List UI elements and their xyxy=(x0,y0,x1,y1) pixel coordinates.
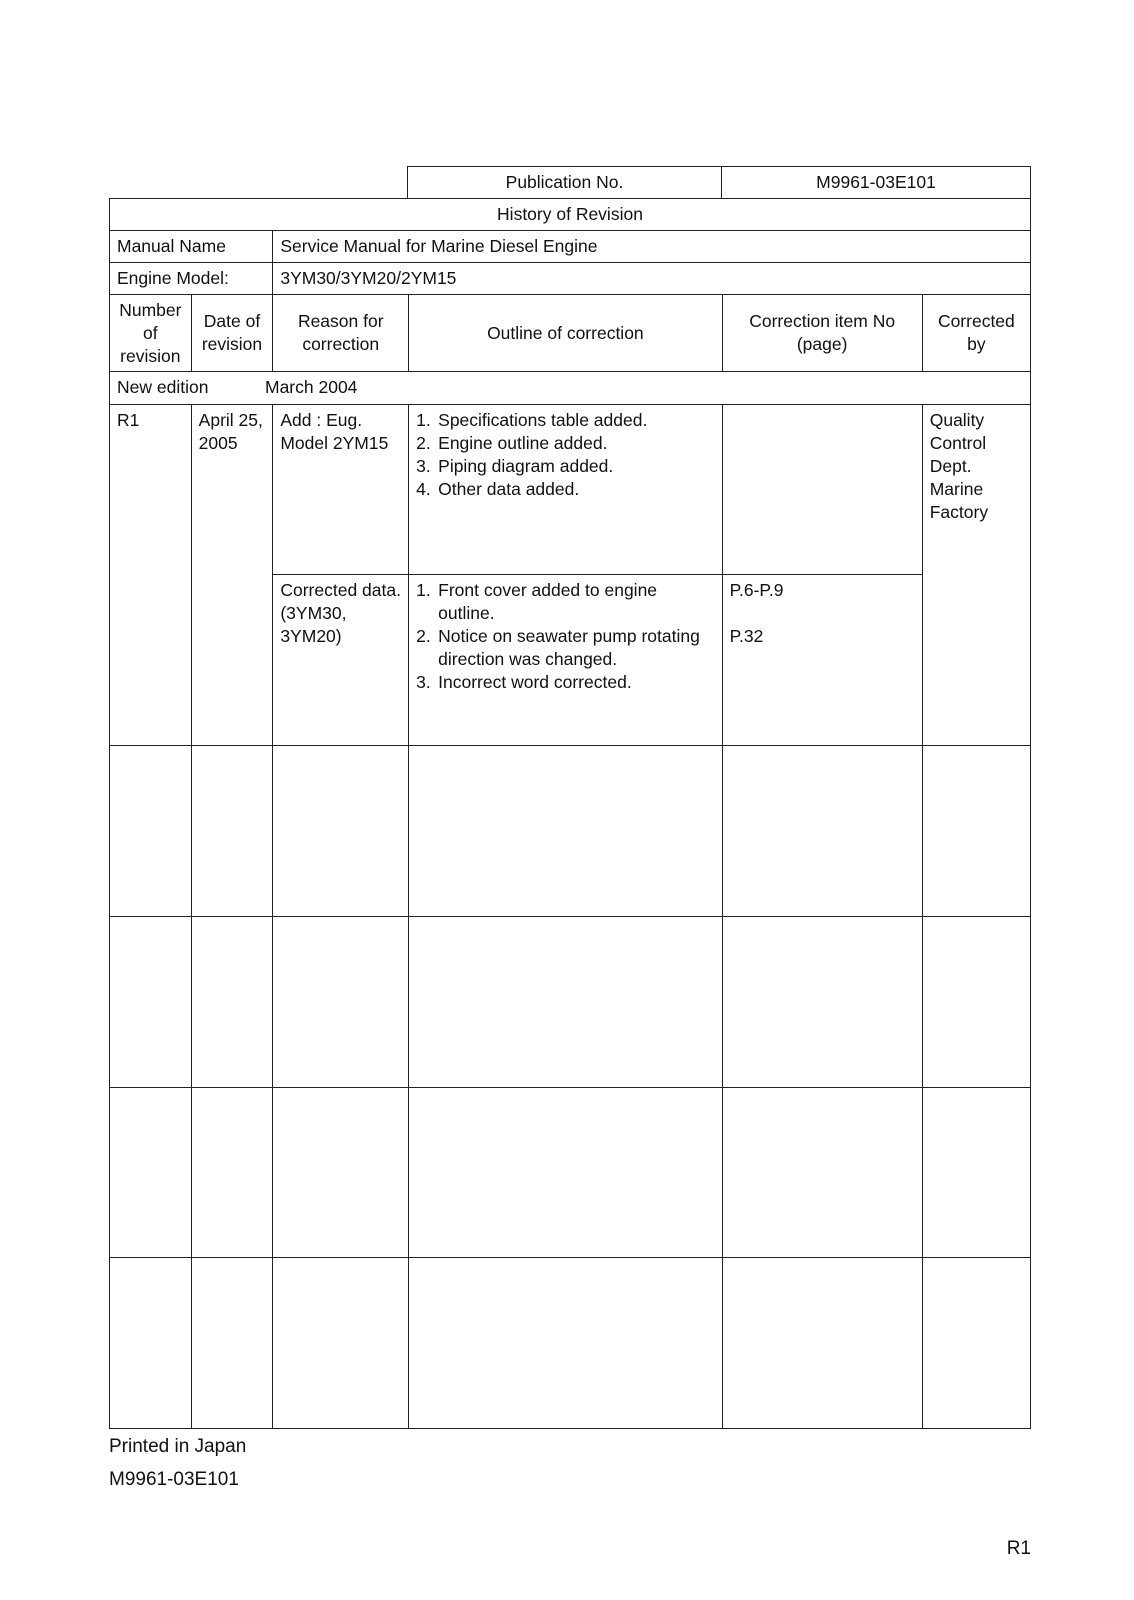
new-edition-date: March 2004 xyxy=(265,377,358,398)
page-number: R1 xyxy=(1006,1538,1031,1559)
revision-history-table xyxy=(109,198,1031,1429)
outline-item: 1. Front cover added to engine outline. xyxy=(416,580,658,624)
empty-revision-row xyxy=(110,1087,1031,1258)
header-reason-for-correction: Reason for correction xyxy=(273,295,409,371)
outline-item: 3. Incorrect word corrected. xyxy=(416,672,632,693)
r1-entry1-outline xyxy=(409,404,722,575)
header-correction-item: Correction item No (page) xyxy=(722,295,922,371)
header-corrected-by: Corrected by xyxy=(922,295,1030,371)
printed-in-label: Printed in Japan xyxy=(109,1436,247,1457)
publication-box xyxy=(407,166,1031,199)
outline-item: 2. Engine outline added. xyxy=(416,432,608,453)
outline-item: 3. Piping diagram added. xyxy=(416,455,614,476)
history-title: History of Revision xyxy=(110,199,1031,231)
r1-entry2-outline xyxy=(409,575,722,746)
outline-item: 2. Notice on seawater pump rotating direction was changed. xyxy=(416,626,700,670)
manual-name-value: Service Manual for Marine Diesel Engine xyxy=(273,231,1031,263)
r1-date: April 25, 2005 xyxy=(191,404,273,745)
manual-name-label: Manual Name xyxy=(110,231,273,263)
r1-entry2-correction-items xyxy=(722,575,922,746)
header-outline-of-correction: Outline of correction xyxy=(409,295,722,371)
publication-number: M9961-03E101 xyxy=(816,172,936,192)
new-edition-label: New edition xyxy=(117,377,209,398)
empty-revision-row xyxy=(110,916,1031,1087)
r1-entry1-correction-item xyxy=(722,404,922,575)
correction-item-pages: P.6-P.9 xyxy=(729,580,784,601)
engine-model-value: 3YM30/3YM20/2YM15 xyxy=(273,263,1031,295)
footer-publication-code: M9961-03E101 xyxy=(109,1469,239,1490)
engine-model-label: Engine Model: xyxy=(110,263,273,295)
new-edition-row xyxy=(110,371,1031,404)
r1-number: R1 xyxy=(110,404,192,745)
correction-item-pages: P.32 xyxy=(729,626,764,647)
empty-revision-row xyxy=(110,1258,1031,1429)
outline-item: 4. Other data added. xyxy=(416,478,580,499)
header-number-of-revision: Number of revision xyxy=(110,295,192,371)
outline-item: 1. Specifications table added. xyxy=(416,409,648,430)
r1-corrected-by: Quality Control Dept. Marine Factory xyxy=(922,404,1030,745)
header-date-of-revision: Date of revision xyxy=(191,295,273,371)
r1-entry1-reason: Add : Eug. Model 2YM15 xyxy=(273,404,409,575)
empty-revision-row xyxy=(110,746,1031,917)
publication-label: Publication No. xyxy=(408,167,722,198)
r1-entry2-reason: Corrected data. (3YM30, 3YM20) xyxy=(273,575,409,746)
